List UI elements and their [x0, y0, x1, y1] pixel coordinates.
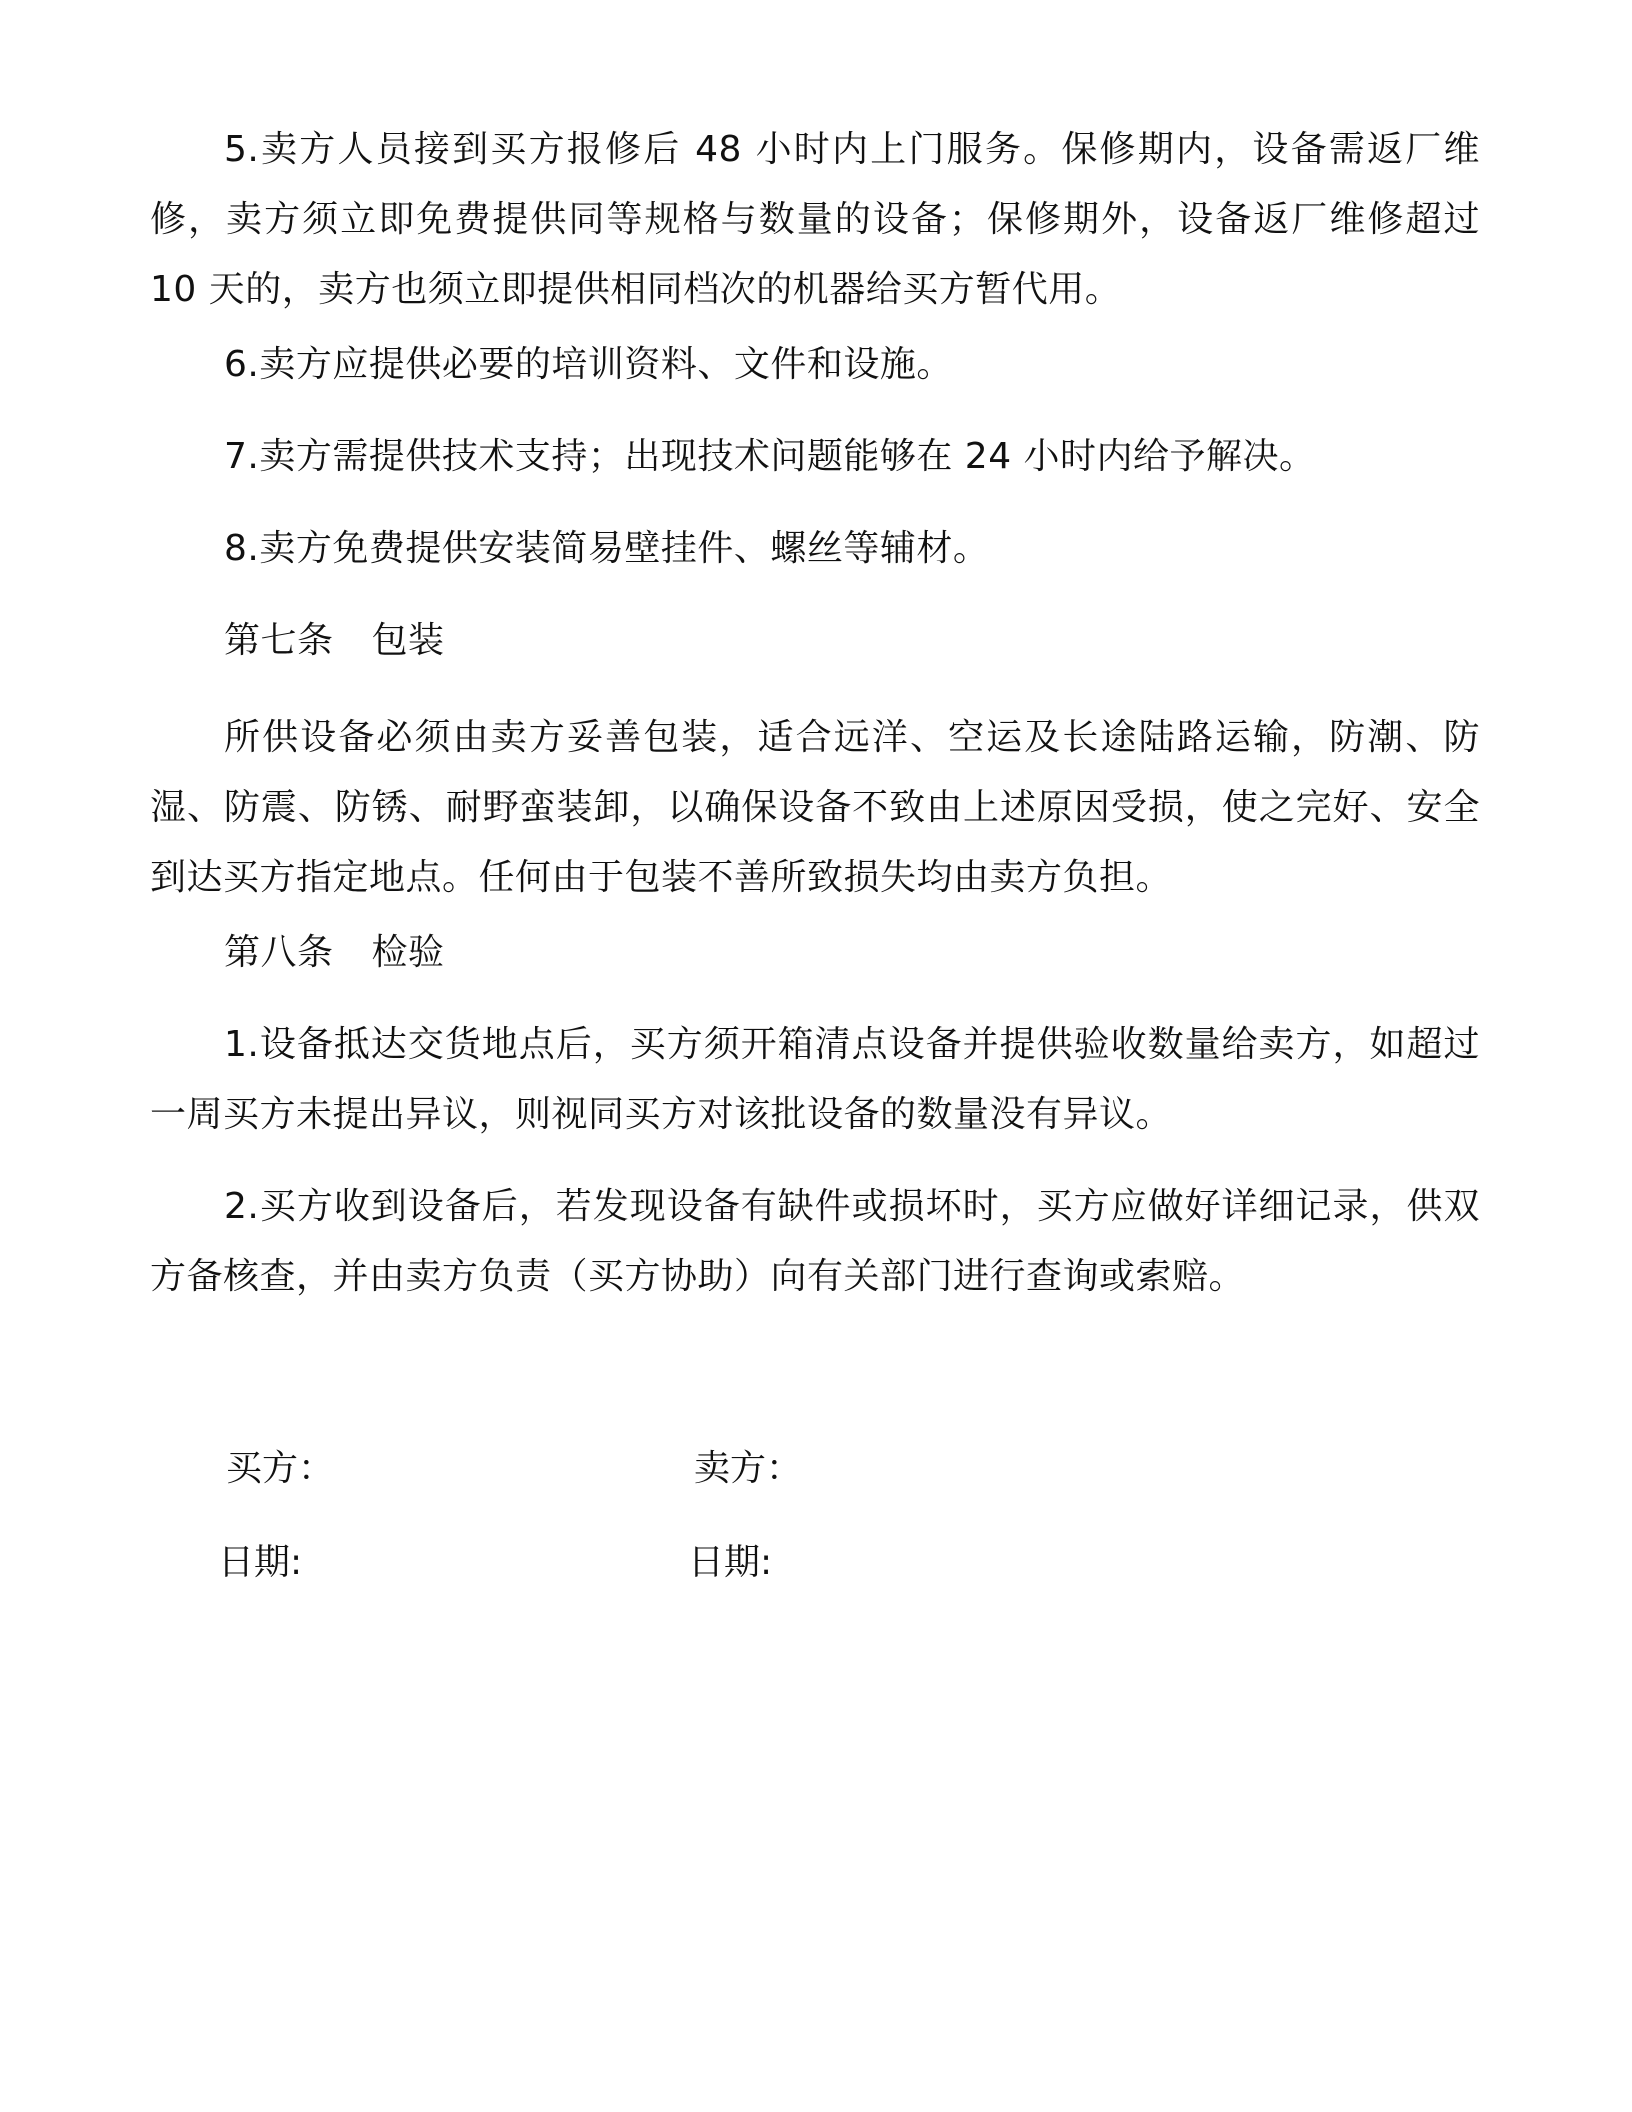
- article-8-heading: [224, 918, 445, 988]
- article-8-item-2: 2.买方收到设备后，若发现设备有缺件或损坏时，买方应做好详细记录，供双方备核查，并由卖方负责（买方协助）向有关部门进行查询或索赔。: [150, 1186, 1480, 1297]
- clause-item-7: 7.卖方需提供技术支持；出现技术问题能够在 24 小时内给予解决。: [224, 436, 1316, 477]
- article-7-heading: [224, 606, 445, 676]
- buyer-label: 买方：: [226, 1448, 335, 1489]
- article-7-title: 包装: [371, 620, 445, 661]
- article-8-number: 第八条: [224, 932, 334, 973]
- seller-date-label: 日期:: [688, 1542, 773, 1583]
- clause-item-5: 5.卖方人员接到买方报修后 48 小时内上门服务。保修期内，设备需返厂维修，卖方须立即免费提供同等规格与数量的设备；保修期外，设备返厂维修超过 10 天的，卖方也须立即提供相同档次的机器给买方暂代用。: [150, 129, 1480, 310]
- article-8-title: 检验: [371, 932, 445, 973]
- clause-item-6: 6.卖方应提供必要的培训资料、文件和设施。: [224, 344, 953, 385]
- article-7-number: 第七条: [224, 620, 334, 661]
- article-8-item-1: 1.设备抵达交货地点后，买方须开箱清点设备并提供验收数量给卖方，如超过一周买方未提出异议，则视同买方对该批设备的数量没有异议。: [150, 1024, 1480, 1135]
- clause-item-8: 8.卖方免费提供安装简易壁挂件、螺丝等辅材。: [224, 528, 990, 569]
- article-7-body: 所供设备必须由卖方妥善包装，适合远洋、空运及长途陆路运输，防潮、防湿、防震、防锈、耐野蛮装卸，以确保设备不致由上述原因受损，使之完好、安全到达买方指定地点。任何由于包装不善所致损失均由卖方负担。: [150, 717, 1480, 898]
- seller-label: 卖方：: [694, 1448, 803, 1489]
- buyer-date-label: 日期:: [218, 1542, 303, 1583]
